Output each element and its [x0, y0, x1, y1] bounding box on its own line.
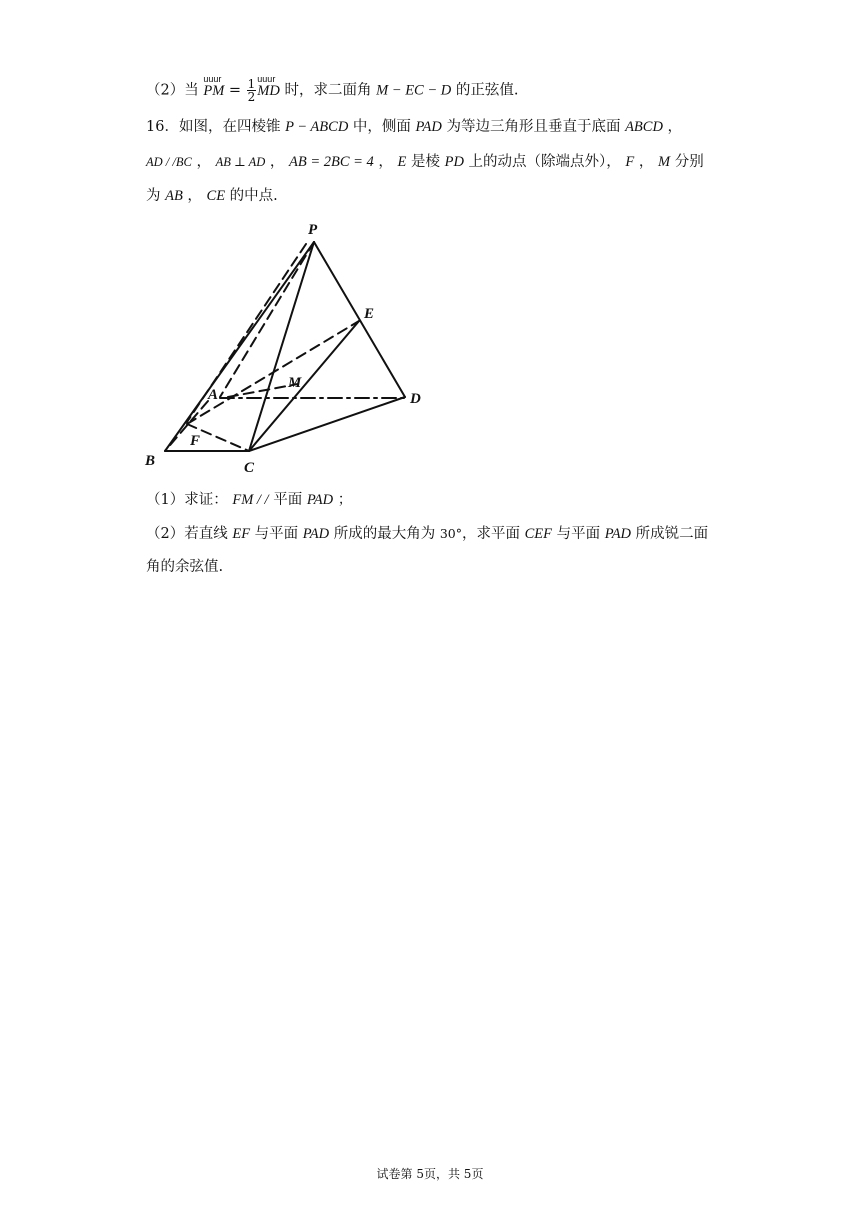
fraction-half	[247, 78, 257, 103]
plane-cef-label: CEF	[524, 526, 552, 542]
point-e-label: E	[397, 154, 407, 170]
text-segment: ，求平面	[461, 526, 525, 542]
plane-pad-label: PAD	[306, 492, 334, 508]
line-fm-parallel: FM / /	[232, 492, 269, 508]
plane-pad-label: PAD	[604, 526, 632, 542]
angle-value: 30°	[439, 526, 462, 541]
vector-arrow: uuur	[203, 73, 222, 84]
text-segment: ，	[634, 154, 658, 170]
edge-fe-hidden	[187, 321, 359, 424]
prev-problem-part2	[146, 73, 519, 104]
text-segment: 是棱	[406, 154, 445, 170]
text-segment: ，	[191, 154, 216, 170]
part2-text: 时，求二面角	[279, 82, 377, 99]
part2-suffix: 的正弦值.	[451, 82, 519, 99]
vector-label: PM	[203, 82, 225, 99]
text-segment: 角的余弦值.	[146, 559, 224, 575]
problem16-line2	[146, 152, 704, 172]
edge-pb	[165, 242, 314, 451]
vector-pm	[203, 73, 225, 101]
question-1	[146, 490, 352, 510]
dihedral-angle-label: M − EC − D	[376, 82, 452, 99]
text-segment: ，	[373, 154, 398, 170]
label-m: M	[288, 375, 302, 391]
edge-pd	[314, 242, 405, 397]
vector-arrow: uuur	[257, 73, 276, 84]
pyramid-figure	[138, 214, 438, 482]
question-number: （2）若直线	[146, 526, 233, 542]
label-f: F	[190, 433, 201, 449]
text-segment: 分别	[670, 154, 704, 170]
perpendicular-condition: AB ⊥ AD	[215, 155, 266, 169]
plane-pad-label: PAD	[302, 526, 330, 542]
label-c: C	[244, 460, 255, 476]
text-segment: ；	[333, 492, 353, 508]
text-segment: 所成的最大角为	[329, 526, 440, 542]
base-label: ABCD	[625, 119, 663, 135]
label-e: E	[364, 306, 375, 322]
fraction-numerator: 1	[247, 77, 256, 91]
equals-sign: =	[224, 82, 246, 99]
point-f-label: F	[625, 154, 635, 170]
question-2-line2	[146, 557, 223, 577]
label-p: P	[308, 222, 318, 238]
text-segment: 的中点.	[225, 188, 278, 204]
text-segment: 为等边三角形且垂直于底面	[441, 119, 626, 135]
text-segment: 与平面	[250, 526, 303, 542]
text-segment: 平面	[268, 492, 307, 508]
question-2-line1	[146, 524, 708, 544]
edge-ab-label: AB	[165, 188, 183, 204]
point-m-label: M	[658, 154, 671, 170]
label-a: A	[208, 387, 219, 403]
page-footer: 试卷第 5页，共 5页	[376, 1167, 484, 1181]
problem16-line3	[146, 186, 278, 206]
vector-md	[257, 73, 280, 101]
edge-ce-label: CE	[206, 188, 226, 204]
length-condition: AB = 2BC = 4	[289, 154, 374, 170]
text-segment: 所成锐二面	[631, 526, 709, 542]
edge-pf-hidden	[187, 244, 306, 422]
part2-prefix: （2）当	[146, 82, 199, 99]
edge-pc	[249, 242, 314, 451]
text-segment: ，	[265, 154, 289, 170]
question-number: （1）求证：	[146, 492, 233, 508]
parallel-condition: AD / /BC	[146, 155, 192, 169]
text-segment: 上的动点（除端点外），	[463, 154, 626, 170]
fraction-denominator: 2	[247, 90, 256, 104]
text-segment: 为	[146, 188, 166, 204]
text-segment: 中，侧面	[348, 119, 416, 135]
label-b: B	[145, 453, 156, 469]
text-segment: ，	[182, 188, 207, 204]
problem16-line1	[146, 117, 682, 137]
label-d: D	[410, 391, 421, 407]
text-segment: 与平面	[551, 526, 605, 542]
problem-number: 16．如图，在四棱锥	[146, 119, 286, 135]
edge-pd-label: PD	[444, 154, 464, 170]
line-ef-label: EF	[232, 526, 251, 542]
edge-pa-hidden	[220, 242, 314, 397]
face-label: PAD	[415, 119, 442, 135]
edge-ab-hidden	[165, 401, 208, 451]
text-segment: ，	[662, 119, 683, 135]
pyramid-label: P − ABCD	[285, 119, 349, 135]
vector-label: MD	[257, 82, 280, 99]
